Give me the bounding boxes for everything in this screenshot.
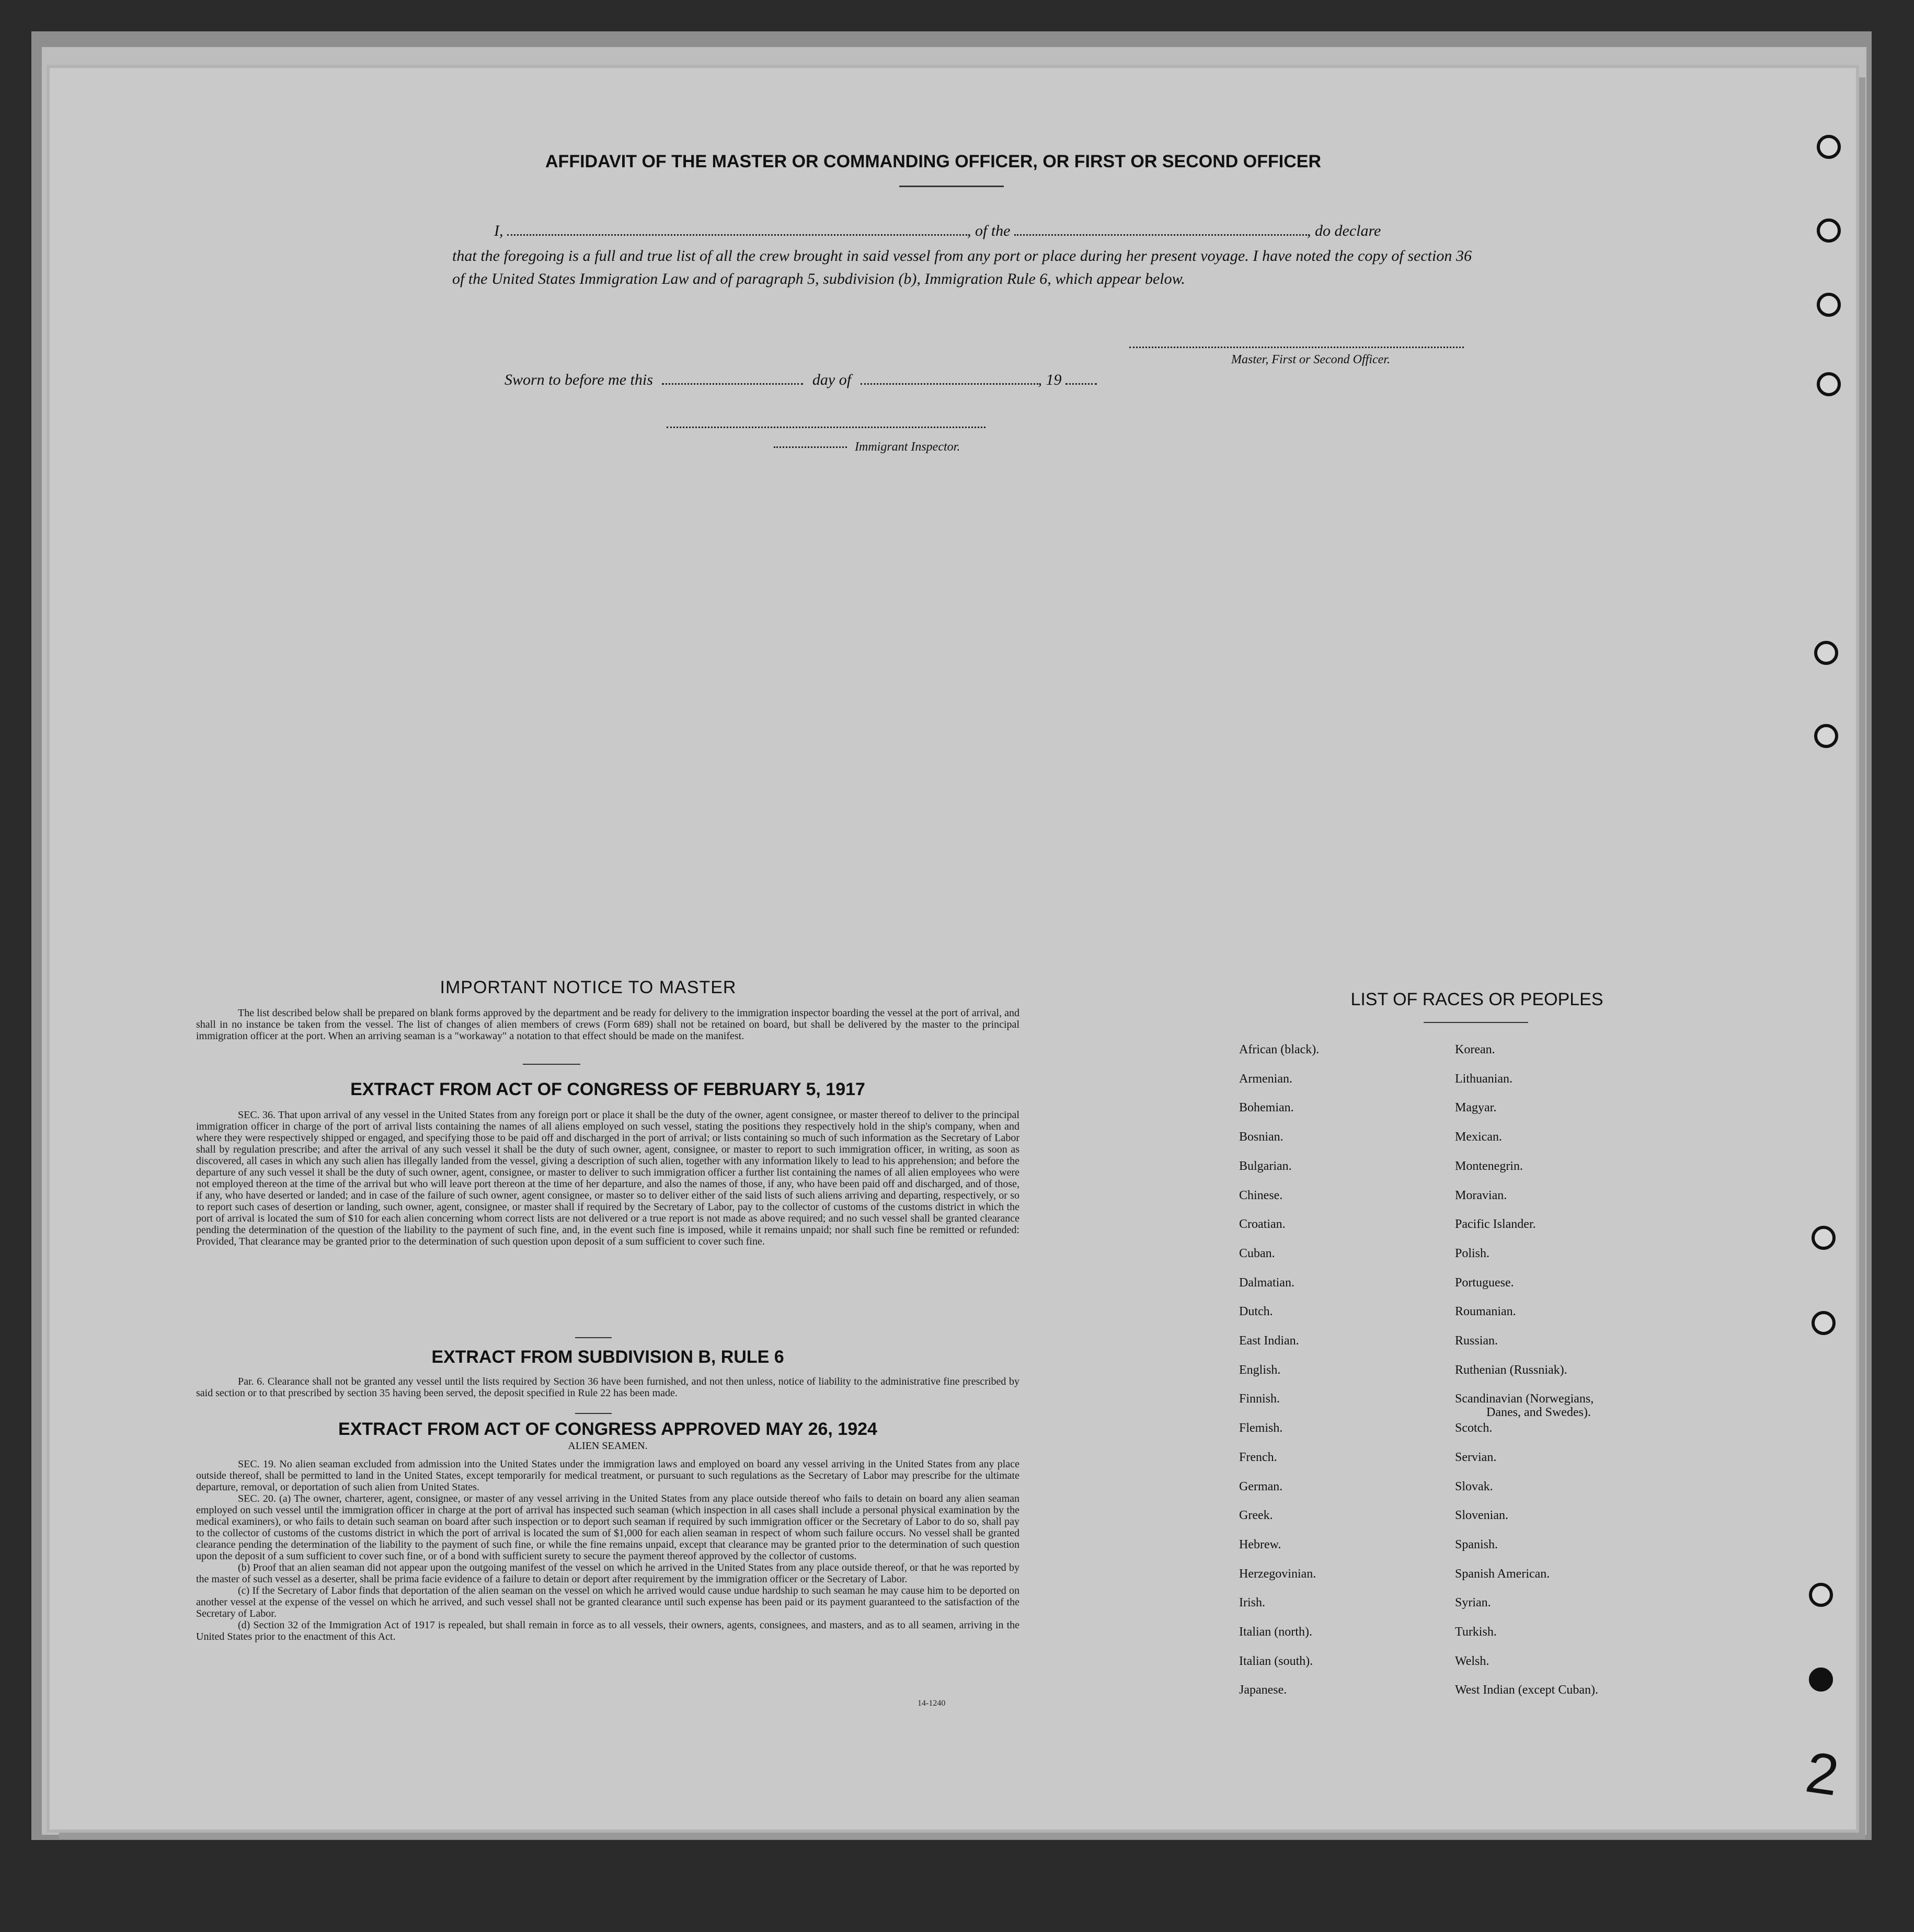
race-item: Croatian. — [1239, 1217, 1286, 1232]
race-item: West Indian (except Cuban). — [1455, 1683, 1598, 1697]
binder-hole — [1814, 724, 1838, 748]
master-label: Master, First or Second Officer. — [1231, 353, 1390, 366]
race-item: Herzegovinian. — [1239, 1567, 1316, 1581]
race-item: African (black). — [1239, 1043, 1320, 1056]
extract-rule6-title: EXTRACT FROM SUBDIVISION B, RULE 6 — [431, 1347, 784, 1367]
binder-hole — [1817, 135, 1841, 159]
inspector-label: Immigrant Inspector. — [855, 440, 960, 454]
master-signature-blank — [1129, 343, 1464, 348]
inspector-signature-blank — [667, 423, 985, 428]
binder-hole — [1809, 1583, 1833, 1607]
sec-20d-paragraph: (d) Section 32 of the Immigration Act of 1917 is repealed, but shall remain in force as to all vessels, their owners, agents, consignees, and masters, and as to all seamen, arriving in the United States prior to the enactment of this Act. — [196, 1619, 1019, 1642]
race-item: Russian. — [1455, 1334, 1498, 1348]
extract-1924-subtitle: ALIEN SEAMEN. — [568, 1440, 648, 1452]
race-item: Slovenian. — [1455, 1509, 1508, 1523]
race-item: Moravian. — [1455, 1188, 1507, 1202]
inspector-dots — [774, 443, 847, 448]
notice-title: IMPORTANT NOTICE TO MASTER — [440, 978, 737, 997]
race-item: Japanese. — [1239, 1683, 1287, 1697]
race-item: Korean. — [1455, 1043, 1495, 1056]
race-item: Dalmatian. — [1239, 1275, 1294, 1290]
document-page — [50, 68, 1856, 1830]
binder-hole — [1817, 218, 1841, 243]
race-item: Bulgarian. — [1239, 1159, 1292, 1173]
extract-1917-rule — [575, 1337, 612, 1338]
binder-hole — [1817, 372, 1841, 396]
race-item: Roumanian. — [1455, 1305, 1516, 1319]
affidavit-do-declare: , do declare — [1307, 222, 1381, 239]
race-item: Portuguese. — [1455, 1275, 1514, 1290]
race-item: Bohemian. — [1239, 1101, 1294, 1115]
race-item: Lithuanian. — [1455, 1072, 1512, 1086]
race-item: Spanish American. — [1455, 1567, 1550, 1581]
race-item: Slovak. — [1455, 1479, 1493, 1493]
race-item: Italian (north). — [1239, 1625, 1312, 1639]
notice-rule — [523, 1064, 580, 1065]
name-blank — [507, 231, 967, 236]
race-item: Italian (south). — [1239, 1654, 1313, 1668]
affidavit-body: that the foregoing is a full and true list of all the crew brought in said vessel from any port or place during her present voyage. I have noted the copy of section 36 of the United States Immigration Law and of paragraph 5, subdivision (b), Immigration Rule 6, which appear below. — [452, 247, 1472, 288]
margin-handwritten-mark: 2 — [1802, 1740, 1843, 1808]
race-item: Greek. — [1239, 1509, 1273, 1523]
races-title-rule — [1424, 1022, 1528, 1023]
race-item: Finnish. — [1239, 1392, 1280, 1406]
binder-hole — [1817, 293, 1841, 317]
sworn-line — [505, 371, 1236, 389]
sworn-year-blank — [1065, 380, 1097, 385]
race-item: Mexican. — [1455, 1130, 1502, 1144]
race-item: French. — [1239, 1450, 1277, 1464]
affidavit-of-the: , of the — [967, 222, 1011, 239]
sec-20a-paragraph: SEC. 20. (a) The owner, charterer, agent, consignee, or master of any vessel arriving in the United States from any place outside thereof who fails to detain on board any alien seaman employed on such vessel until the immigration officer in charge at the port of arrival has inspected such seaman (which inspection in all cases shall include a personal physical examination by the medical examiners), or who fails to detain such seaman on board after such inspection or to deport such seaman if required by such immigration officer or the Secretary of Labor to do so, shall pay to the collector of customs of the customs district in which the port of arrival is located the sum of $1,000 for each alien seaman in respect of whom such failure occurs. No vessel shall be granted clearance pending the determination of the liability to the payment of such fine, or while the fine remains unpaid, except that clearance may be granted prior to the determination of such question upon the deposit of a sum sufficient to cover such fine, or of a bond with sufficient surety to secure the payment thereof approved by the collector of customs. — [196, 1493, 1019, 1562]
notice-body: The list described below shall be prepared on blank forms approved by the department and be ready for delivery to the immigration inspector boarding the vessel at the port of arrival, and shall in no instance be taken from the vessel. The list of changes of alien members of crews (Form 689) shall not be retained on board, but shall be delivered by the master to the principal immigration officer at the port. When an arriving seaman is a "workaway" a notation to that effect should be made on the manifest. — [196, 1007, 1019, 1042]
sworn-month-blank — [861, 380, 1038, 385]
sec-20c-paragraph: (c) If the Secretary of Labor finds that deportation of the alien seaman on the vessel on which he arrived would cause undue hardship to such seaman he may cause him to be deported on another vessel at the expense of the vessel on which he arrived, and such vessel shall not be granted clearance until such expense has been paid or its payment guaranteed to the satisfaction of the Secretary of Labor. — [196, 1585, 1019, 1619]
affidavit-i: I, — [494, 222, 503, 239]
affidavit-line-1 — [452, 222, 1514, 240]
extract-rule6-body: Par. 6. Clearance shall not be granted any vessel until the lists required by Section 36 have been furnished, and not then unless, notice of liability to the administrative fine prescribed by said section or to that prescribed by section 35 having been served, the deposit specified in Rule 22 has been made. — [196, 1376, 1019, 1399]
title-rule — [899, 186, 1004, 187]
race-item: Montenegrin. — [1455, 1159, 1523, 1173]
race-item: East Indian. — [1239, 1334, 1299, 1348]
race-item: Irish. — [1239, 1596, 1265, 1610]
race-item: Servian. — [1455, 1450, 1497, 1464]
binder-hole — [1809, 1668, 1833, 1692]
race-item: Turkish. — [1455, 1625, 1497, 1639]
race-item: Flemish. — [1239, 1421, 1283, 1435]
binder-hole — [1814, 641, 1838, 665]
extract-1924-title: EXTRACT FROM ACT OF CONGRESS APPROVED MAY 26, 1924 — [338, 1419, 877, 1439]
race-item: Syrian. — [1455, 1596, 1491, 1610]
race-item: Ruthenian (Russniak). — [1455, 1363, 1567, 1377]
binder-hole — [1812, 1226, 1836, 1250]
form-number: 14-1240 — [918, 1699, 946, 1708]
vessel-blank — [1014, 231, 1307, 236]
race-item: Armenian. — [1239, 1072, 1292, 1086]
sec-19-paragraph: SEC. 19. No alien seaman excluded from admission into the United States under the immigration laws and employed on board any vessel arriving in the United States from any place outside thereof, shall be permitted to land in the United States, except temporarily for medical treatment, or pursuant to such regulations as the Secretary of Labor may prescribe for the ultimate departure, removal, or deportation of such alien from United States. — [196, 1458, 1019, 1493]
race-item: Polish. — [1455, 1246, 1490, 1260]
extract-1924-body — [196, 1458, 1019, 1642]
extract-1917-body: SEC. 36. That upon arrival of any vessel in the United States from any foreign port or place it shall be the duty of the owner, agent consignee, or master thereof to deliver to the principal immigration officer in charge of the port of arrival lists containing the names of all aliens employed on such vessel, stating the positions they respectively hold in the ship's company, when and where they were respectively shipped or engaged, and specifying those to be paid off and discharged in the port of arrival; or lists containing so much of such information as the Secretary of Labor shall by regulation prescribe; and after the arrival of any such vessel it shall be the duty of such owner, agent, consignee, or master to report to such immigration officer, in writing, as soon as discovered, all cases in which any such alien has illegally landed from the vessel, giving a description of such alien, together with any information likely to lead to his apprehension; and before the departure of any such vessel it shall be the duty of such owner, agent, consignee, or master to deliver to such immigration officer a further list containing the names of all alien employees who were not employed thereon at the time of the arrival but who will leave port thereon at the time of her departure, and also the names of those, if any, who have been paid off and discharged, and of those, if any, who have deserted or landed; and in case of the failure of such owner, agent consignee, or master so to deliver either of the said lists of such aliens arriving and departing, respectively, or so to report such cases of desertion or landing, such owner, agent, consignee, or master shall if required by the Secretary of Labor, pay to the collector of customs of the customs district in which the port of arrival is located the sum of $10 for each alien concerning whom correct lists are not delivered or a true report is not made as above required; and no such vessel shall be granted clearance pending the determination of the question of the liability to the payment of such fine, and, in the event such fine is imposed, while it remains unpaid; nor shall such fine be remitted or refunded: Provided, That clearance may be granted prior to the determination of such question upon deposit of a sum sufficient to cover such fine. — [196, 1109, 1019, 1247]
race-item: Welsh. — [1455, 1654, 1489, 1668]
affidavit-title: AFFIDAVIT OF THE MASTER OR COMMANDING OFFICER, OR FIRST OR SECOND OFFICER — [545, 152, 1321, 171]
race-item: Cuban. — [1239, 1246, 1275, 1260]
day-of-text: day of — [812, 371, 852, 388]
race-item: Chinese. — [1239, 1188, 1283, 1202]
race-item: English. — [1239, 1363, 1281, 1377]
extract-rule6-rule — [575, 1413, 612, 1414]
race-item: Scotch. — [1455, 1421, 1493, 1435]
race-item: German. — [1239, 1479, 1283, 1493]
race-item: Bosnian. — [1239, 1130, 1283, 1144]
sworn-day-blank — [662, 380, 803, 385]
race-item: Hebrew. — [1239, 1537, 1281, 1551]
sec-20b-paragraph: (b) Proof that an alien seaman did not appear upon the outgoing manifest of the vessel on which he arrived in the United States from any place outside thereof, or that he was reported by the master of such vessel as a deserter, shall be prima facie evidence of a failure to detain or deport after requirement by the immigration officer or the Secretary of Labor. — [196, 1562, 1019, 1585]
race-item: Dutch. — [1239, 1305, 1273, 1319]
race-item: Scandinavian (Norwegians, — [1455, 1392, 1594, 1406]
race-item: Danes, and Swedes). — [1486, 1406, 1591, 1420]
year-prefix: , 19 — [1038, 371, 1062, 388]
race-item: Pacific Islander. — [1455, 1217, 1536, 1232]
race-item: Magyar. — [1455, 1101, 1497, 1115]
sworn-text: Sworn to before me this — [505, 371, 653, 388]
race-item: Spanish. — [1455, 1537, 1498, 1551]
binder-hole — [1812, 1311, 1836, 1335]
races-title: LIST OF RACES OR PEOPLES — [1350, 990, 1603, 1009]
extract-1917-title: EXTRACT FROM ACT OF CONGRESS OF FEBRUARY 5, 1917 — [350, 1079, 865, 1099]
